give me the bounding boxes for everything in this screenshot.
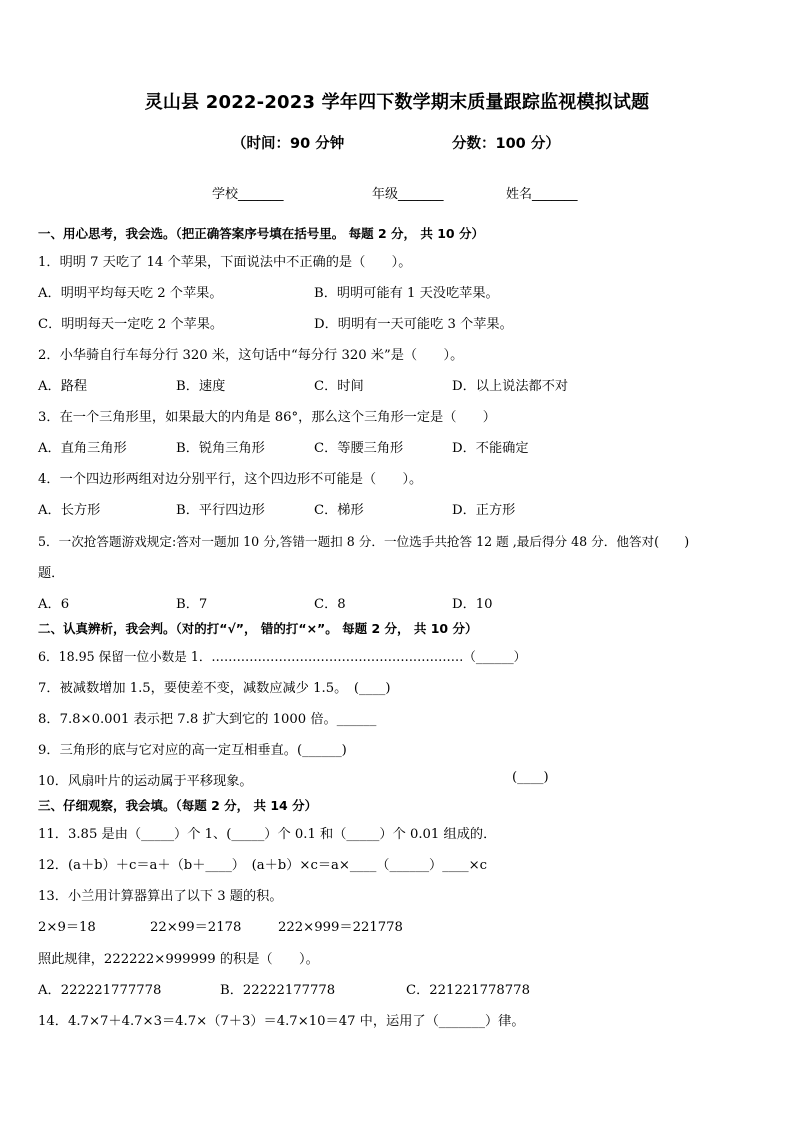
q13-example-1: 2×9＝18 — [38, 920, 96, 935]
grade-field: 年级_______ — [372, 187, 444, 202]
question-2: 2．小华骑自行车每分行 320 米，这句话中“每分行 320 米”是（ ）。 — [38, 348, 464, 363]
name-field: 姓名_______ — [506, 187, 578, 202]
section-2-heading: 二、认真辨析，我会判。（对的打“√”， 错的打“×”。 每题 2 分， 共 10 分） — [38, 621, 478, 636]
question-12: 12．(a＋b）＋c＝a＋（b＋____） (a＋b）×c＝a×____（______）____×c — [38, 858, 488, 873]
question-8: 8．7.8×0.001 表示把 7.8 扩大到它的 1000 倍。______ — [38, 712, 377, 727]
section-1-heading: 一、用心思考，我会选。（把正确答案序号填在括号里。 每题 2 分， 共 10 分） — [38, 226, 484, 241]
question-14: 14．4.7×7＋4.7×3＝4.7×（7＋3）＝4.7×10＝47 中，运用了（_______）律。 — [38, 1014, 525, 1029]
q4-option-c: C．梯形 — [314, 503, 364, 518]
q5-option-b: B．7 — [176, 597, 208, 612]
q2-option-c: C．时间 — [314, 379, 364, 394]
q2-option-d: D．以上说法都不对 — [452, 379, 569, 394]
q3-option-d: D．不能确定 — [452, 441, 529, 456]
question-13: 13．小兰用计算器算出了以下 3 题的积。 — [38, 889, 283, 904]
question-9: 9．三角形的底与它对应的高一定互相垂直。(______) — [38, 743, 347, 758]
q4-option-a: A．长方形 — [38, 503, 101, 518]
question-4: 4．一个四边形两组对边分别平行，这个四边形不可能是（ ）。 — [38, 472, 423, 487]
q13-example-3: 222×999＝221778 — [278, 920, 403, 935]
school-field: 学校_______ — [212, 187, 284, 202]
q13-option-a: A．222221777778 — [38, 983, 162, 998]
q5-option-c: C．8 — [314, 597, 346, 612]
q3-option-b: B．锐角三角形 — [176, 441, 265, 456]
question-1: 1．明明 7 天吃了 14 个苹果，下面说法中不正确的是（ ）。 — [38, 255, 412, 270]
q2-option-b: B．速度 — [176, 379, 226, 394]
q1-option-c: C．明明每天一定吃 2 个苹果。 — [38, 317, 224, 332]
q4-option-d: D．正方形 — [452, 503, 516, 518]
section-3-heading: 三、仔细观察，我会填。（每题 2 分， 共 14 分） — [38, 798, 318, 813]
exam-time: （时间：90 分钟 — [232, 136, 345, 152]
exam-title: 灵山县 2022-2023 学年四下数学期末质量跟踪监视模拟试题 — [144, 92, 650, 113]
q13-option-c: C．221221778778 — [406, 983, 530, 998]
exam-score: 分数：100 分） — [452, 136, 560, 152]
q4-option-b: B．平行四边形 — [176, 503, 265, 518]
q5-option-a: A．6 — [38, 597, 70, 612]
question-5-continued: 题． — [38, 566, 65, 581]
question-7: 7．被减数增加 1.5，要使差不变，减数应减少 1.5。 (____) — [38, 681, 391, 696]
q13-example-2: 22×99＝2178 — [150, 920, 242, 935]
q3-option-c: C．等腰三角形 — [314, 441, 404, 456]
question-10-blank: (____) — [512, 770, 549, 785]
q1-option-b: B．明明可能有 1 天没吃苹果。 — [314, 286, 499, 301]
question-11: 11．3.85 是由（_____）个 1、(_____）个 0.1 和（_____）个 0.01 组成的． — [38, 827, 497, 842]
question-10: 10．风扇叶片的运动属于平移现象。 — [38, 774, 253, 789]
q1-option-d: D．明明有一天可能吃 3 个苹果。 — [314, 317, 513, 332]
q3-option-a: A．直角三角形 — [38, 441, 127, 456]
question-5: 5．一次抢答题游戏规定:答对一题加 10 分,答错一题扣 8 分．一位选手共抢答 12 题 ,最后得分 48 分．他答对( ) — [38, 534, 690, 549]
q13-prompt: 照此规律，222222×999999 的积是（ ）。 — [38, 952, 319, 967]
q5-option-d: D．10 — [452, 597, 493, 612]
question-3: 3．在一个三角形里，如果最大的内角是 86°，那么这个三角形一定是（ ） — [38, 410, 496, 425]
question-6: 6．18.95 保留一位小数是 1．……………………………………………………（______） — [38, 649, 527, 664]
q1-option-a: A．明明平均每天吃 2 个苹果。 — [38, 286, 223, 301]
q2-option-a: A．路程 — [38, 379, 88, 394]
q13-option-b: B．22222177778 — [220, 983, 336, 998]
